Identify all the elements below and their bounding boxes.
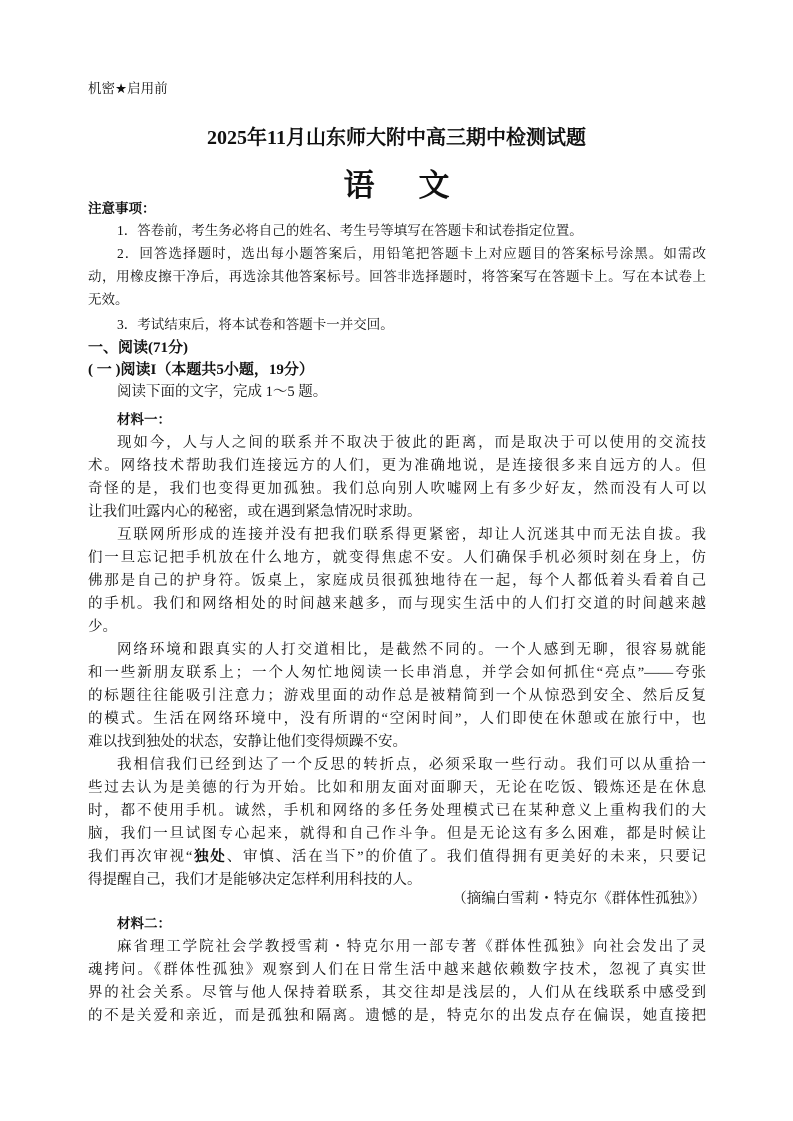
notice-line: 1．答卷前，考生务必将自己的姓名、考生号等填写在答题卡和试卷指定位置。 <box>117 223 583 238</box>
material-label: 材料一： <box>117 412 171 427</box>
paragraph-line: 的不是关爱和亲近，而是孤独和隔离。遗憾的是，特克尔的出发点存在偏误，她直接把 <box>88 1008 706 1024</box>
paragraph-line: 脑，我们一旦试图专心起来，就得和自己作斗争。但是无论这有多么困难，都是时候让 <box>88 826 706 842</box>
paragraph-line: 时，都不使用手机。诚然，手机和网络的多任务处理模式已在某种意义上重构我们的大 <box>88 803 706 819</box>
paragraph-line: 麻省理工学院社会学教授雪莉・特克尔用一部专著《群体性孤独》向社会发出了灵 <box>117 939 706 955</box>
paragraph-line: 佛那是自己的护身符。饭桌上，家庭成员很孤独地待在一起，每个人都低着头看着自己 <box>88 573 706 589</box>
paragraph-line: 网络环境和跟真实的人打交道相比，是截然不同的。一个人感到无聊，很容易就能 <box>117 642 706 658</box>
paragraph-line: 们一旦忘记把手机放在什么地方，就变得焦虑不安。人们确保手机必须时刻在身上，仿 <box>88 550 706 566</box>
material-label: 材料二： <box>117 916 171 931</box>
paragraph-line: 的模式。生活在网络环境中，没有所谓的“空闲时间”，人们即使在休憩或在旅行中，也 <box>88 711 706 727</box>
notice-line: 3．考试结束后，将本试卷和答题卡一并交回。 <box>117 317 394 332</box>
subject-title <box>0 160 793 205</box>
paragraph-line: 奇怪的是，我们也变得更加孤独。我们总向别人吹嘘网上有多少好友，然而没有人可以 <box>88 481 706 497</box>
emphasis: 独处 <box>192 849 227 865</box>
confidential-label: 机密★启用前 <box>88 81 168 96</box>
paragraph-line: 现如今，人与人之间的联系并不取决于彼此的距离，而是取决于可以使用的交流技 <box>117 435 706 451</box>
material-source: （摘编白雪莉・特克尔《群体性孤独》） <box>452 891 706 907</box>
paragraph-line: 和一些新朋友联系上；一个人匆忙地阅读一长串消息，并学会如何抓住“亮点”——夸张 <box>88 665 706 681</box>
paragraph-line: 我们再次审视“独处、审慎、活在当下”的价值了。我们值得拥有更美好的未来，只要记 <box>88 849 707 865</box>
exam-title: 2025年11月山东师大附中高三期中检测试题 <box>207 127 586 149</box>
paragraph-line: 魂拷问。《群体性孤独》观察到人们在日常生活中越来越依赖数字技术，忽视了真实世 <box>88 962 706 978</box>
sub-section-heading: ( 一 )阅读I（本题共5小题，19分） <box>88 362 314 378</box>
subject-char: 语 <box>343 168 375 203</box>
paragraph-line: 少。 <box>88 619 117 635</box>
section-heading: 一、阅读(71分) <box>88 340 188 356</box>
paragraph-line: 难以找到独处的状态，安静让他们变得烦躁不安。 <box>88 734 407 750</box>
notice-line: 无效。 <box>88 292 129 307</box>
notice-line: 动，用橡皮擦干净后，再选涂其他答案标号。回答非选择题时，将答案写在答题卡上。写在本试卷上 <box>88 269 706 284</box>
paragraph-line: 我相信我们已经到达了一个反思的转折点，必须采取一些行动。我们可以从重拾一 <box>117 757 706 773</box>
paragraph-line: 让我们吐露内心的秘密，或在遇到紧急情况时求助。 <box>88 504 422 520</box>
paragraph-line: 的标题往往能吸引注意力；游戏里面的动作总是被精简到一个从惊恐到安全、然后反复 <box>88 688 706 704</box>
subject-char: 文 <box>418 168 450 203</box>
instruction: 阅读下面的文字，完成 1～5 题。 <box>117 384 328 400</box>
paragraph-line: 得提醒自己，我们才是能够决定怎样利用科技的人。 <box>88 872 422 888</box>
notice-line: 2．回答选择题时，选出每小题答案后，用铅笔把答题卡上对应题目的答案标号涂黑。如需改 <box>117 246 706 261</box>
paragraph-line: 的手机。我们和网络相处的时间越来越多，而与现实生活中的人们打交道的时间越来越 <box>88 596 706 612</box>
paragraph-line: 互联网所形成的连接并没有把我们联系得更紧密，却让人沉迷其中而无法自拔。我 <box>117 527 706 543</box>
paragraph-line: 界的社会关系。尽管与他人保持着联系，其交往却是浅层的，人们从在线联系中感受到 <box>88 985 706 1001</box>
paragraph-line: 术。网络技术帮助我们连接远方的人们，更为准确地说，是连接很多来自远方的人。但 <box>88 458 706 474</box>
notice-heading: 注意事项： <box>88 201 156 216</box>
paragraph-line: 些过去认为是美德的行为开始。比如和朋友面对面聊天，无论在吃饭、锻炼还是在休息 <box>88 780 706 796</box>
